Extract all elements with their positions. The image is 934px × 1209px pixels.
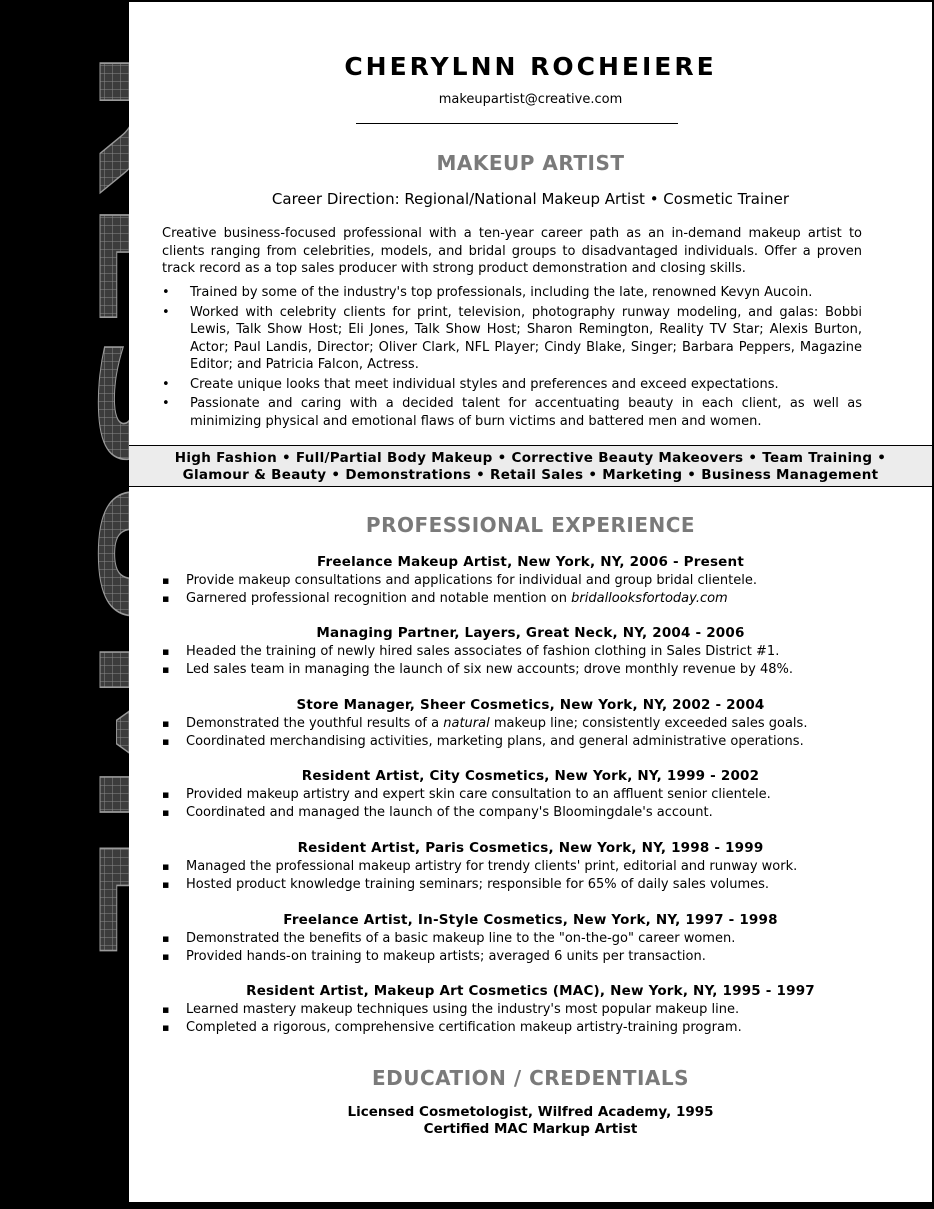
list-item: • Create unique looks that meet individual styles and preferences and exceed expectations. [162,376,862,394]
job-entry [162,625,902,678]
list-item [162,590,902,608]
list-item: • Passionate and caring with a decided talent for accentuating beauty in each client, as well as minimizing physical and emotional flaws of burn victims and battered men and women. [162,395,862,430]
job-entry-title: Freelance Makeup Artist, New York, NY, 2006 - Present [316,554,745,570]
job-entry-title: Resident Artist, Paris Cosmetics, New York, NY, 1998 - 1999 [297,840,764,856]
list-item: ▪ Coordinated merchandising activities, marketing plans, and general administrative operations. [162,733,902,751]
list-item: ▪ Provide makeup consultations and applications for individual and group bridal clientele. [162,572,902,590]
emphasis-text: natural [443,716,490,731]
skills-bar [129,445,932,487]
job-title-heading: MAKEUP ARTIST [436,151,625,175]
list-item: ▪ Provided makeup artistry and expert skin care consultation to an affluent senior clientele. [162,786,902,804]
candidate-name: CHERYLNN ROCHEIERE [344,52,717,81]
job-entry-title: Managing Partner, Layers, Great Neck, NY, 2004 - 2006 [316,625,745,641]
job-entry [162,697,902,750]
job-entry [162,554,902,607]
career-direction: Career Direction: Regional/National Makeup Artist • Cosmetic Trainer [271,190,790,208]
job-entry-title: Resident Artist, City Cosmetics, New York, NY, 1999 - 2002 [301,768,760,784]
education-heading: EDUCATION / CREDENTIALS [371,1066,690,1090]
list-item: ▪ Completed a rigorous, comprehensive certification makeup artistry-training program. [162,1019,902,1037]
job-entry [162,840,902,893]
list-item-text: Demonstrated the youthful results of a [186,716,444,731]
profile-summary: Creative business-focused professional with a ten-year career path as an in-demand makeup artist to clients ranging from celebrities, models, and bridal groups to disadvantaged individuals. Offer a proven track record as a top sales producer with strong product demonstration and closing skills. [162,226,862,276]
list-item: • Worked with celebrity clients for print, television, photography runway modeling, and galas: Bobbi Lewis, Talk Show Host; Eli Jones, Talk Show Host; Sharon Remington, Reality TV Star; Alexis Burton, Actor; Paul Landis, Director; Oliver Clark, NFL Player; Cindy Blake, Singer; Barbara Peppers, Magazine Editor; and Patricia Falcon, Actress. [162,304,862,374]
list-item: ▪ Provided hands-on training to makeup artists; averaged 6 units per transaction. [162,948,902,966]
list-item-text: makeup line; consistently exceeded sales goals. [489,716,808,731]
list-item: ▪ Headed the training of newly hired sales associates of fashion clothing in Sales District #1. [162,643,902,661]
profile-highlights [162,284,862,432]
job-entry-title: Resident Artist, Makeup Art Cosmetics (MAC), New York, NY, 1995 - 1997 [246,983,815,999]
job-entry-title: Store Manager, Sheer Cosmetics, New York, NY, 2002 - 2004 [296,697,765,713]
list-item: ▪ Coordinated and managed the launch of the company's Bloomingdale's account. [162,804,902,822]
resume-page [129,2,932,1202]
resume-sidebar [0,0,128,1209]
list-item: • Trained by some of the industry's top professionals, including the late, renowned Kevyn Aucoin. [162,284,862,302]
education-line-2: Certified MAC Markup Artist [423,1121,638,1137]
header-divider [356,123,678,124]
resume-vertical-logo [0,0,128,1209]
list-item: ▪ Led sales team in managing the launch of six new accounts; drove monthly revenue by 48%. [162,661,902,679]
list-item: ▪ Learned mastery makeup techniques using the industry's most popular makeup line. [162,1001,902,1019]
list-item-text: Garnered professional recognition and notable mention on [186,590,572,606]
skills-line-1: High Fashion • Full/Partial Body Makeup • Corrective Beauty Makeovers • Team Training • [174,450,887,466]
skills-line-2: Glamour & Beauty • Demonstrations • Retail Sales • Marketing • Business Management [182,467,879,483]
list-item: ▪ Demonstrated the benefits of a basic makeup line to the "on-the-go" career women. [162,930,902,948]
job-entry [162,768,902,821]
job-entry-title: Freelance Artist, In-Style Cosmetics, New York, NY, 1997 - 1998 [283,912,778,928]
website-link: bridallooksfortoday.com [571,590,728,606]
education-line-1: Licensed Cosmetologist, Wilfred Academy, 1995 [347,1104,714,1120]
list-item: ▪ Managed the professional makeup artistry for trendy clients' print, editorial and runway work. [162,858,902,876]
email-address: makeupartist@creative.com [438,92,623,107]
list-item [162,715,902,733]
job-entry [162,983,902,1036]
list-item: ▪ Hosted product knowledge training seminars; responsible for 65% of daily sales volumes. [162,876,902,894]
experience-heading: PROFESSIONAL EXPERIENCE [365,513,696,537]
job-entry [162,912,902,965]
